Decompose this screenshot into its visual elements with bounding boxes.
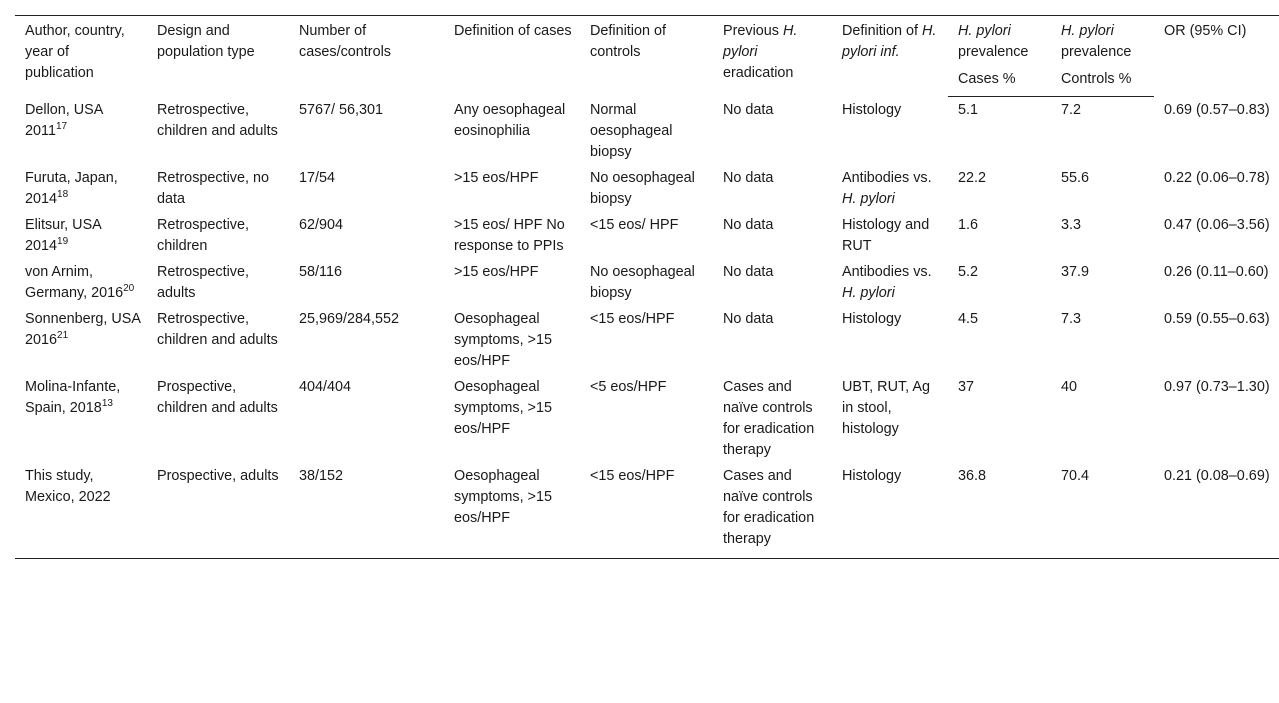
header-design: Design and population type: [147, 16, 289, 97]
cell-prevalence-cases: 1.6: [958, 216, 979, 233]
cell-prevalence-cases: 36.8: [948, 463, 1051, 559]
cell-odds-ratio: 0.21 (0.08–0.69): [1154, 463, 1279, 559]
cell-definition-controls: No oesophageal biopsy: [590, 263, 695, 301]
cell-author: This study, Mexico, 2022: [15, 463, 147, 559]
cell-definition-infection: Antibodies vs. H. pylori: [842, 263, 932, 301]
table-row: [15, 259, 1279, 306]
cell-prevalence-cases: 5.1: [958, 102, 979, 118]
cell-prevalence-cases: 37: [958, 378, 975, 395]
cell-definition-controls: <15 eos/HPF: [590, 310, 675, 327]
cell-previous-eradication: No data: [723, 101, 774, 118]
cell-prevalence-controls: 40: [1061, 378, 1078, 395]
cell-previous-eradication: Cases and naïve controls for eradication therapy: [713, 463, 832, 559]
table-row: [15, 212, 1279, 259]
table-row: [15, 97, 1279, 165]
cell-prevalence-cases: 5.2: [958, 263, 979, 280]
cell-design: Prospective, adults: [147, 463, 289, 559]
cell-definition-infection: UBT, RUT, Ag in stool, histology: [842, 378, 930, 437]
cell-definition-cases: Oesophageal symptoms, >15 eos/HPF: [454, 310, 552, 369]
cell-prevalence-controls: 70.4: [1051, 463, 1154, 559]
cell-definition-controls: <5 eos/HPF: [590, 378, 667, 395]
cell-prevalence-cases: 4.5: [958, 310, 979, 327]
cell-definition-infection: Histology: [842, 310, 902, 327]
cell-prevalence-controls: 55.6: [1061, 169, 1090, 186]
header-previous-eradication: Previous H. pylori eradication: [713, 16, 832, 97]
header-prevalence-controls: H. pylori prevalence: [1051, 16, 1154, 64]
cell-odds-ratio: 0.26 (0.11–0.60): [1164, 263, 1269, 280]
study-table-container: [15, 15, 1279, 559]
cell-definition-cases: >15 eos/HPF: [454, 263, 539, 280]
header-author: Author, country, year of publication: [15, 16, 147, 97]
cell-definition-infection: Histology and RUT: [842, 216, 930, 254]
header-number: Number of cases/controls: [289, 16, 444, 97]
cell-previous-eradication: No data: [723, 263, 774, 280]
cell-design: Prospective, children and adults: [157, 378, 278, 416]
cell-author: von Arnim, Germany, 2016$^{20}$: [25, 263, 135, 301]
cell-prevalence-controls: 7.3: [1061, 310, 1082, 327]
cell-author: Sonnenberg, USA 2016$^{21}$: [25, 310, 141, 348]
cell-number: 5767/ 56,301: [299, 101, 384, 118]
cell-previous-eradication: No data: [723, 216, 774, 233]
cell-prevalence-controls: 7.2: [1061, 102, 1082, 118]
cell-definition-infection: Histology: [842, 101, 902, 118]
cell-design: Retrospective, adults: [157, 263, 249, 301]
header-prevalence-cases: H. pylori prevalence: [948, 16, 1051, 64]
cell-definition-cases: Any oesophageal eosinophilia: [454, 101, 566, 139]
cell-author: Dellon, USA 2011$^{17}$: [25, 101, 103, 139]
cell-definition-cases: Oesophageal symptoms, >15 eos/HPF: [454, 378, 552, 437]
header-definition-cases: Definition of cases: [444, 16, 580, 97]
cell-definition-cases: >15 eos/HPF: [454, 169, 539, 186]
cell-design: Retrospective, children and adults: [157, 310, 278, 348]
cell-number: 404/404: [299, 378, 352, 395]
cell-definition-cases: Oesophageal symptoms, >15 eos/HPF: [444, 463, 580, 559]
cell-design: Retrospective, children and adults: [157, 101, 278, 139]
cell-odds-ratio: 0.59 (0.55–0.63): [1164, 310, 1270, 327]
table-row: [15, 165, 1279, 212]
header-definition-controls: Definition of controls: [580, 16, 713, 97]
cell-prevalence-controls: 37.9: [1061, 263, 1090, 280]
table-row: [15, 463, 1279, 559]
header-row: [15, 16, 1279, 64]
cell-number: 25,969/284,552: [299, 310, 400, 327]
cell-odds-ratio: 0.69 (0.57–0.83): [1164, 101, 1270, 118]
cell-number: 58/116: [299, 263, 342, 280]
cell-definition-cases: >15 eos/ HPF No response to PPIs: [454, 216, 565, 254]
cell-previous-eradication: No data: [723, 310, 774, 327]
table-row: [15, 374, 1279, 463]
table-row: [15, 306, 1279, 374]
cell-prevalence-controls: 3.3: [1061, 216, 1082, 233]
cell-definition-infection: Histology: [832, 463, 948, 559]
cell-author: Molina-Infante, Spain, 2018$^{13}$: [25, 378, 121, 416]
cell-odds-ratio: 0.22 (0.06–0.78): [1164, 169, 1270, 186]
cell-number: 38/152: [289, 463, 444, 559]
cell-odds-ratio: 0.97 (0.73–1.30): [1164, 378, 1270, 395]
cell-definition-controls: No oesophageal biopsy: [590, 169, 695, 207]
cell-definition-controls: <15 eos/HPF: [580, 463, 713, 559]
cell-prevalence-cases: 22.2: [958, 169, 987, 186]
cell-design: Retrospective, no data: [157, 169, 269, 207]
cell-author: Furuta, Japan, 2014$^{18}$: [25, 169, 118, 207]
studies-table: [15, 15, 1279, 559]
header-odds-ratio: OR (95% CI): [1154, 16, 1279, 97]
cell-previous-eradication: No data: [723, 169, 774, 186]
cell-design: Retrospective, children: [157, 216, 249, 254]
cell-definition-infection: Antibodies vs. H. pylori: [842, 169, 932, 207]
cell-odds-ratio: 0.47 (0.06–3.56): [1164, 216, 1270, 233]
header-definition-infection: Definition of H. pylori inf.: [832, 16, 948, 97]
subheader-cases-pct: Cases %: [948, 63, 1051, 97]
subheader-controls-pct: Controls %: [1051, 63, 1154, 97]
cell-number: 62/904: [299, 216, 344, 233]
cell-definition-controls: Normal oesophageal biopsy: [590, 101, 673, 160]
cell-author: Elitsur, USA 2014$^{19}$: [25, 216, 101, 254]
cell-number: 17/54: [299, 169, 336, 186]
cell-definition-controls: <15 eos/ HPF: [590, 216, 679, 233]
cell-previous-eradication: Cases and naïve controls for eradication therapy: [723, 378, 815, 458]
